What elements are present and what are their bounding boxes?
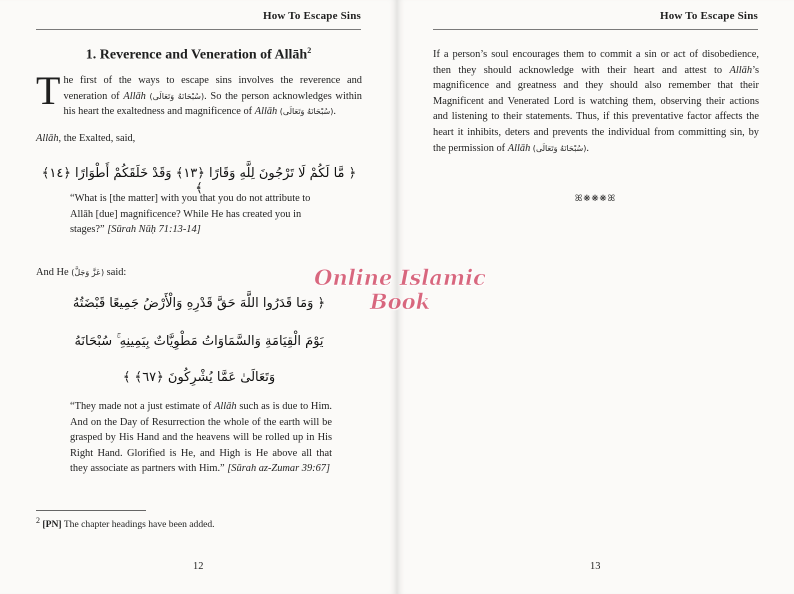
arabic-verse-2-line-3: وَتَعَالَىٰ عَمَّا يُشْرِكُونَ ﴿٦٧﴾ ﴾: [122, 370, 276, 385]
intro-text-c: .: [333, 106, 336, 118]
exalted-said-text: , the Exalted, said,: [58, 133, 136, 144]
page-number-right: 13: [590, 561, 601, 572]
watermark: [300, 266, 500, 314]
page-number-left: 12: [193, 561, 204, 572]
honorific: (عَزَّ وَجَلَّ): [71, 268, 105, 277]
footnote-rule: [36, 510, 146, 511]
drop-cap: T: [36, 68, 61, 113]
intro-text-a: he first of the ways to escape sins involves the reverence and veneration of: [63, 75, 362, 102]
right-text-b: ’s magnificence and greatness and they should also remember that their Magnificent and Venerated Lord is watching them, observing their actions and listening to their statements. Thus, if this preventative factor affects the heart it inhibits, deters and prevents the individual from committing sin, by the permission of: [433, 64, 759, 154]
translation-quote-2: [70, 399, 332, 477]
footnote-tag: [PN]: [42, 519, 62, 531]
honorific: (سُبْحَانَهُ وَتَعَالَى): [145, 91, 205, 101]
footnote-mark: 2: [36, 516, 40, 525]
footnote: [36, 516, 362, 530]
quote-2-text-b: such as is due to Him. And on the Day of Resurrection the whole of the earth will be grasped by His Hand and the heavens will be rolled up in His Right Hand. Glorified is He, and High is He above all that they associate as partners with Him.”: [70, 401, 333, 475]
running-head-right: How To Escape Sins: [659, 10, 758, 22]
intro-text-b: . So the person acknowledges within his heart the exaltedness and magnificence of: [63, 90, 362, 118]
intro-paragraph: [36, 68, 362, 120]
section-ornament: ꕤ❋❋❋ꕤ: [574, 193, 617, 203]
quote-1-text: “What is [the matter] with you that you do not attribute to Allāh [due] magnificence? While He has created you in stages?”: [70, 193, 311, 236]
arabic-verse-2-line-2: يَوْمَ الْقِيَامَةِ وَالسَّمَاوَاتُ مَطْوِيَّاتٌ بِيَمِينِهِ ۚ سُبْحَانَهُ: [74, 334, 324, 349]
and-he-text: And He: [36, 267, 72, 278]
watermark-line-1: Online Islamic: [314, 265, 486, 290]
header-rule-left: [36, 29, 361, 30]
chapter-title: [36, 46, 361, 64]
arabic-verse-2-line-1: ﴿ وَمَا قَدَرُوا اللَّهَ حَقَّ قَدْرِهِ وَالْأَرْضُ جَمِيعًا قَبْضَتُهُ: [72, 296, 326, 311]
allah-name: Allāh: [729, 64, 753, 76]
allah-name: Allāh: [214, 401, 237, 412]
exalted-said-line: [36, 131, 362, 147]
right-text-a: If a person’s soul encourages them to commit a sin or act of disobedience, then they should acknowledge with their heart and attest to: [433, 49, 759, 76]
quote-2-text-a: “They made not a just estimate of: [70, 401, 215, 412]
honorific: (سُبْحَانَهُ وَتَعَالَى): [530, 143, 587, 153]
watermark-line-2: Book: [369, 289, 431, 314]
allah-name: Allāh: [123, 90, 146, 102]
arabic-verse-1: ﴿ مَّا لَكُمْ لَا تَرْجُونَ لِلَّهِ وَقَارًا ﴿١٣﴾ وَقَدْ خَلَقَكُمْ أَطْوَارًا ﴿١٤﴾ ﴾: [41, 166, 357, 196]
footnote-ref: 2: [307, 46, 312, 55]
running-head-left: How To Escape Sins: [262, 10, 361, 22]
said-text: said:: [104, 267, 127, 278]
translation-quote-1: [70, 191, 332, 238]
quote-1-reference: [Sūrah Nūḥ 71:13-14]: [107, 224, 201, 236]
chapter-title-text: 1. Reverence and Veneration of Allāh: [85, 47, 308, 63]
allah-name: Allāh: [36, 133, 59, 144]
footnote-text: The chapter headings have been added.: [61, 519, 215, 531]
header-rule-right: [433, 29, 758, 30]
allah-name: Allāh: [254, 106, 278, 118]
right-paragraph: [433, 47, 759, 156]
right-text-c: .: [586, 142, 589, 154]
honorific: (سُبْحَانَهُ وَتَعَالَى): [277, 107, 334, 117]
allah-name: Allāh: [507, 142, 531, 154]
quote-2-reference: [Sūrah az-Zumar 39:67]: [227, 463, 331, 475]
